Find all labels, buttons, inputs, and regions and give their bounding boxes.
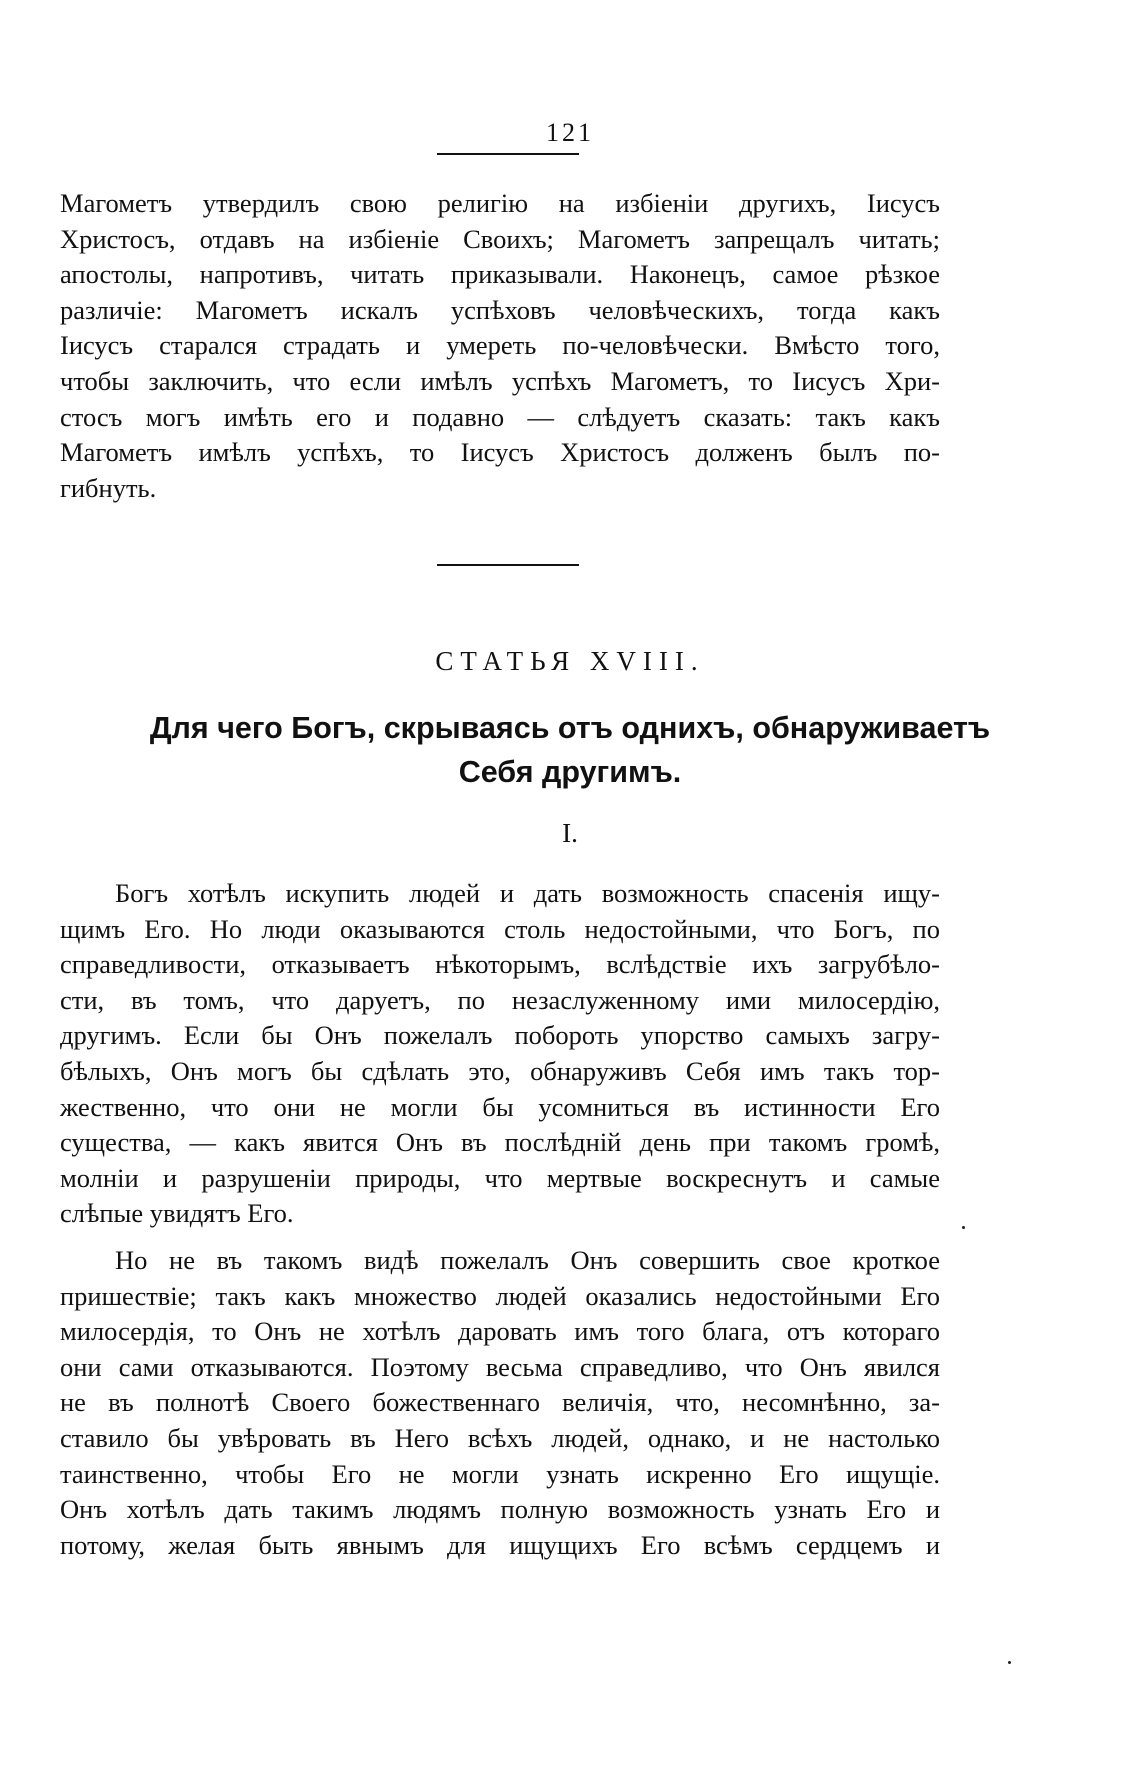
text-line: апостолы, напротивъ, читать приказывали. Наконецъ, самое рѣзкое xyxy=(60,259,940,290)
text-line: щимъ Его. Но люди оказываются столь недостойными, что Богъ, по xyxy=(60,913,940,944)
text-line: гибнуть. xyxy=(60,472,157,503)
text-line: Богъ хотѣлъ искупить людей и дать возможность спасенія ищу- xyxy=(115,878,940,908)
text-line: Іисусъ старался страдать и умереть по-человѣчески. Вмѣсто того, xyxy=(60,330,940,361)
text-line: стосъ могъ имѣть его и подавно — слѣдуетъ сказать: такъ какъ xyxy=(60,401,940,432)
article-label: СТАТЬЯ XVIII. xyxy=(435,646,705,676)
text-line: ставило бы увѣровать въ Него всѣхъ людей, однако, и не настолько xyxy=(60,1422,940,1453)
text-line: чтобы заключить, что если имѣлъ успѣхъ Магометъ, то Іисусъ Хри- xyxy=(60,365,940,396)
print-speck xyxy=(1008,1661,1011,1664)
text-line: они сами отказываются. Поэтому весьма справедливо, что Онъ явился xyxy=(60,1351,940,1382)
text-line: существа, — какъ явится Онъ въ послѣдній день при такомъ громѣ, xyxy=(60,1127,940,1158)
text-line: сти, въ томъ, что даруетъ, по незаслуженному ими милосердію, xyxy=(60,984,940,1015)
text-line: жественно, что они не могли бы усомниться въ истинности Его xyxy=(60,1091,940,1122)
print-speck xyxy=(962,1226,965,1229)
paragraph-top xyxy=(60,186,940,506)
text-line: молніи и разрушеніи природы, что мертвые воскреснутъ и самые xyxy=(60,1162,940,1193)
section-number: I. xyxy=(562,818,578,848)
text-line: Но не въ такомъ видѣ пожелалъ Онъ совершить свое кроткое xyxy=(115,1245,940,1275)
section-divider-rule xyxy=(437,564,579,566)
article-title-line: Себя другимъ. xyxy=(458,755,682,789)
paragraph-1 xyxy=(60,876,940,1232)
top-divider-rule xyxy=(437,153,579,155)
article-title-line: Для чего Богъ, скрываясь отъ однихъ, обнаруживаетъ xyxy=(149,711,991,745)
text-line: таинственно, чтобы Его не могли узнать искренно Его ищущіе. xyxy=(60,1458,940,1489)
text-line: другимъ. Если бы Онъ пожелалъ побороть упорство самыхъ загру- xyxy=(60,1020,940,1051)
text-line: Магометъ утвердилъ свою религію на избіеніи другихъ, Іисусъ xyxy=(60,188,940,218)
text-line: слѣпые увидятъ Его. xyxy=(60,1198,294,1229)
text-line: Христосъ, отдавъ на избіеніе Своихъ; Магометъ запрещалъ читать; xyxy=(60,223,940,254)
page-number: 121 xyxy=(546,118,594,147)
text-line: потому, желая быть явнымъ для ищущихъ Его всѣмъ сердцемъ и xyxy=(60,1529,940,1560)
text-line: Онъ хотѣлъ дать такимъ людямъ полную возможность узнать Его и xyxy=(60,1494,940,1525)
article-title xyxy=(0,706,1140,794)
paragraph-2 xyxy=(60,1243,940,1563)
text-line: милосердія, то Онъ не хотѣлъ даровать имъ того блага, отъ котораго xyxy=(60,1316,940,1347)
text-line: не въ полнотѣ Своего божественнаго величія, что, несомнѣнно, за- xyxy=(60,1387,940,1418)
text-line: справедливости, отказываетъ нѣкоторымъ, вслѣдствіе ихъ загрубѣло- xyxy=(60,949,940,980)
text-line: бѣлыхъ, Онъ могъ бы сдѣлать это, обнаруживъ Себя имъ такъ тор- xyxy=(60,1055,940,1086)
text-line: различіе: Магометъ искалъ успѣховъ человѣческихъ, тогда какъ xyxy=(60,294,940,325)
text-line: Магометъ имѣлъ успѣхъ, то Іисусъ Христосъ долженъ былъ по- xyxy=(60,437,940,468)
text-line: пришествіе; такъ какъ множество людей оказались недостойными Его xyxy=(60,1280,940,1311)
